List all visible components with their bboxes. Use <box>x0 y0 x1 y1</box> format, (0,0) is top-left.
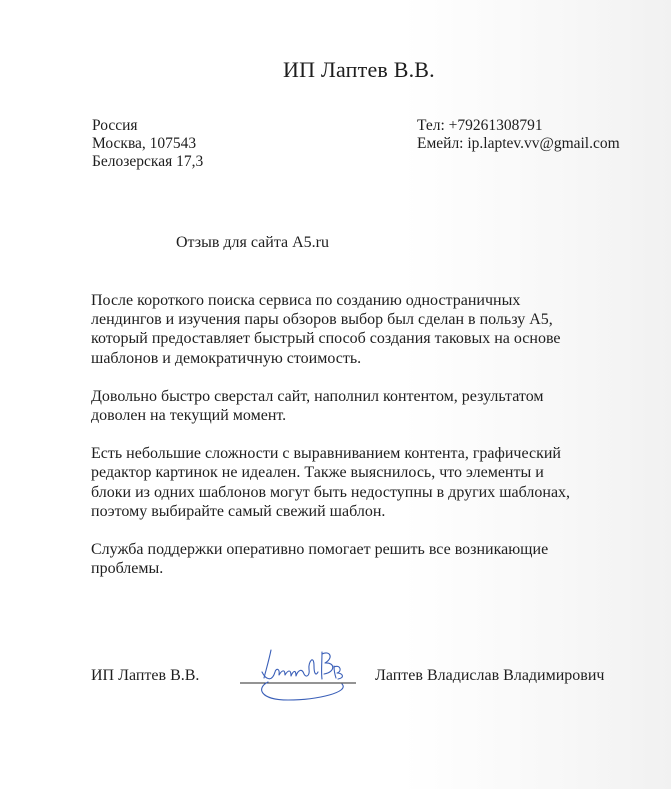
paragraph-line: лендингов и изучения пары обзоров выбор был сделан в пользу A5, <box>91 311 553 329</box>
address-country: Россия <box>92 117 138 134</box>
paragraph-line: Есть небольшие сложности с выравниванием контента, графический <box>91 445 561 463</box>
paragraph-line: Служба поддержки оперативно помогает решить все возникающие <box>91 541 549 559</box>
contacts-block <box>417 117 620 153</box>
paragraph-line: блоки из одних шаблонов могут быть недоступны в других шаблонах, <box>91 483 571 501</box>
paragraph <box>91 540 651 578</box>
contact-email: Емейл: ip.laptev.vv@gmail.com <box>417 135 620 152</box>
paragraph-line: проблемы. <box>91 560 164 578</box>
paragraph-line: шаблонов и демократичную стоимость. <box>91 349 362 367</box>
address-street: Белозерская 17,3 <box>92 153 204 170</box>
letter-subject: Отзыв для сайта A5.ru <box>176 234 329 251</box>
signature-company: ИП Лаптев В.В. <box>91 667 200 684</box>
address-block <box>92 117 203 171</box>
letter-body <box>91 291 651 597</box>
paragraph <box>91 444 651 521</box>
signature-scribble <box>262 650 344 700</box>
paragraph-line: После короткого поиска сервиса по созданию одностраничных <box>91 292 521 309</box>
signature-icon <box>238 642 363 704</box>
paragraph-line: который предоставляет быстрый способ создания таковых на основе <box>91 330 561 348</box>
paragraph-line: поэтому выбирайте самый свежий шаблон. <box>91 502 386 520</box>
paragraph-line: Довольно быстро сверстал сайт, наполнил контентом, результатом <box>91 387 544 405</box>
paragraph-line: доволен на текущий момент. <box>91 407 287 425</box>
contact-phone: Тел: +79261308791 <box>417 117 543 134</box>
paragraph-line: редактор картинок не идеален. Также выяснилось, что элементы и <box>91 464 544 482</box>
paragraph <box>91 387 651 425</box>
company-title: ИП Лаптев В.В. <box>283 57 435 82</box>
signature-full-name: Лаптев Владислав Владимирович <box>375 667 605 684</box>
paragraph <box>91 291 651 368</box>
address-city: Москва, 107543 <box>92 135 197 152</box>
